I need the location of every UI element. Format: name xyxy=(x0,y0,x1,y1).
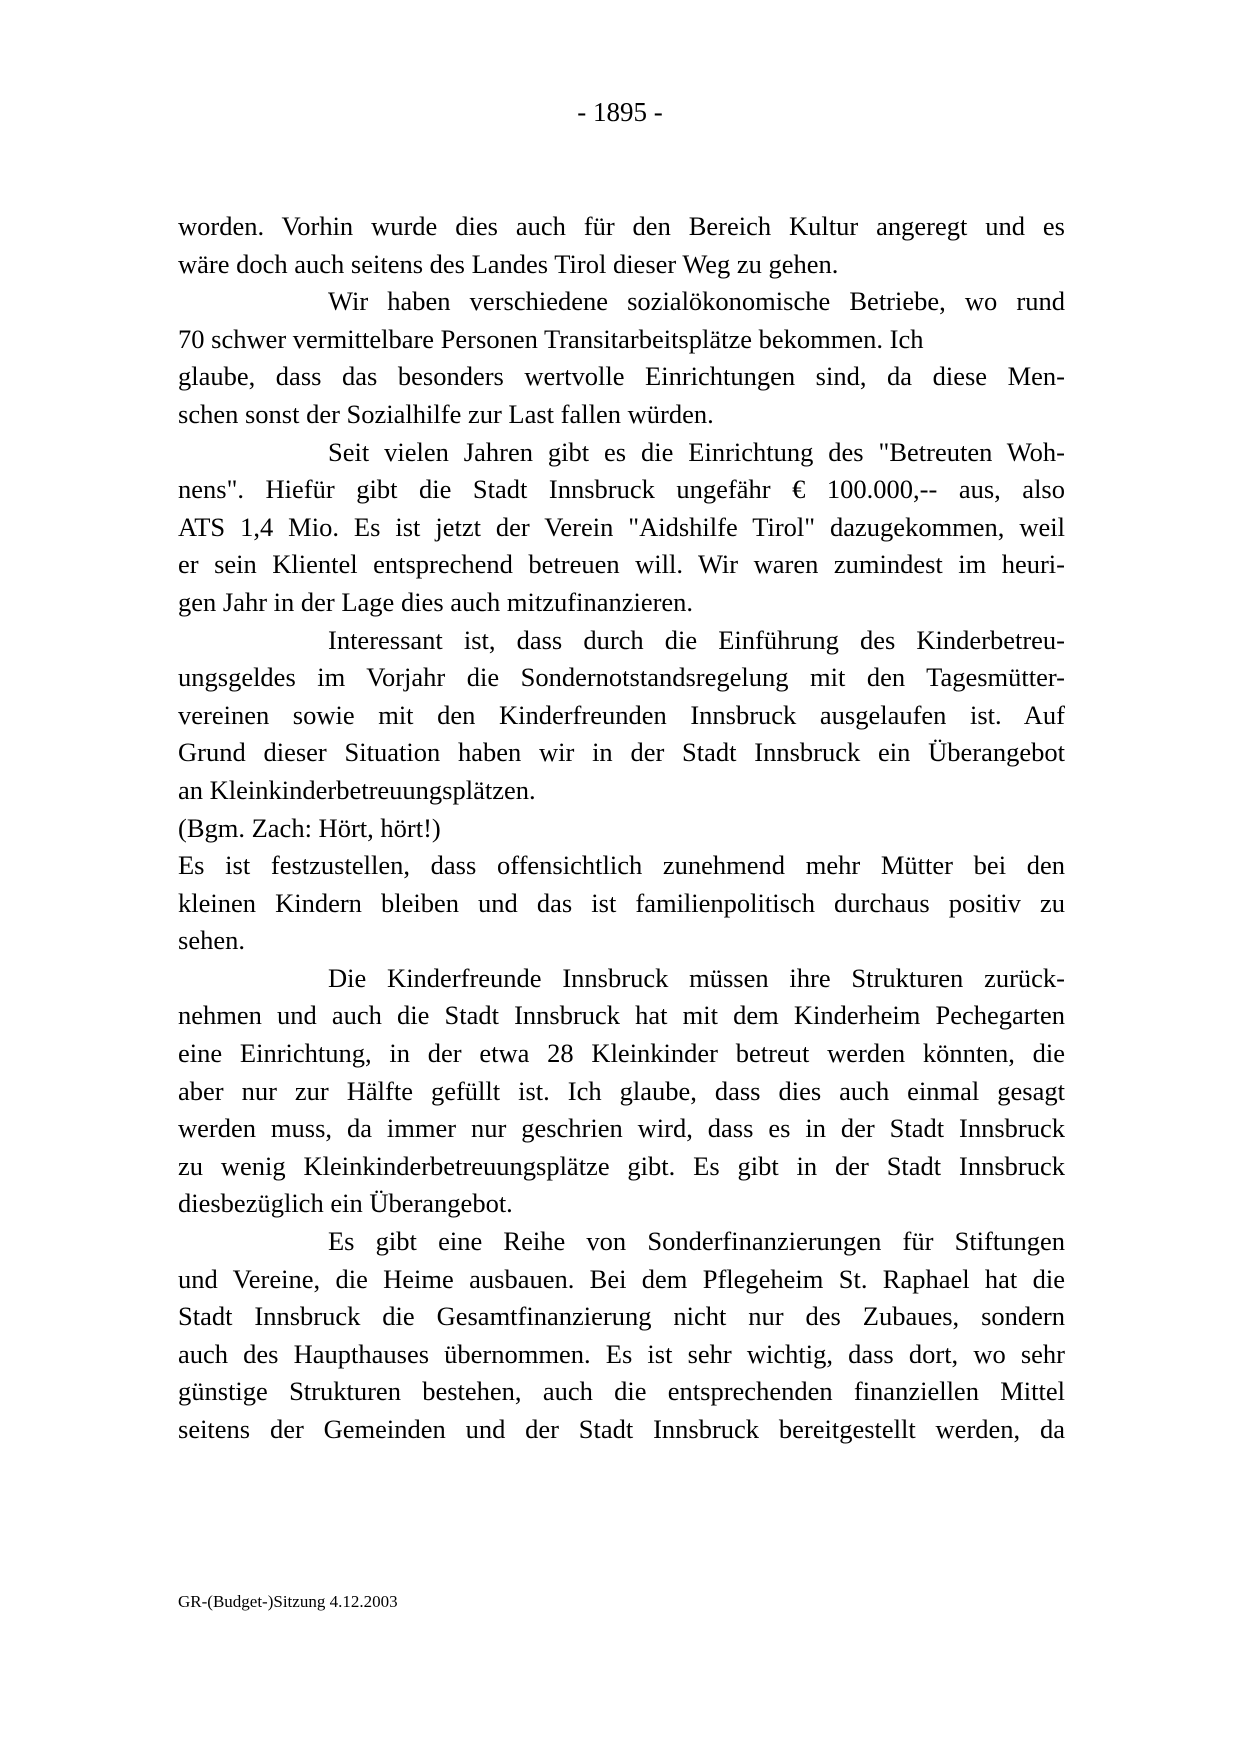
text-line: auch des Haupthauses übernommen. Es ist sehr wichtig, dass dort, wo sehr xyxy=(178,1338,1065,1369)
text-line: zu wenig Kleinkinderbetreuungsplätze gibt. Es gibt in der Stadt Innsbruck xyxy=(178,1150,1065,1181)
text-line: Grund dieser Situation haben wir in der Stadt Innsbruck ein Überangebot xyxy=(178,737,1065,768)
text-line: nehmen und auch die Stadt Innsbruck hat mit dem Kinderheim Pechegarten xyxy=(178,1000,1065,1031)
body-text xyxy=(178,208,1065,1449)
text-line: Die Kinderfreunde Innsbruck müssen ihre Strukturen zurück- xyxy=(328,962,1065,993)
text-line: Es ist festzustellen, dass offensichtlich zunehmend mehr Mütter bei den xyxy=(178,850,1065,881)
text-line: vereinen sowie mit den Kinderfreunden Innsbruck ausgelaufen ist. Auf xyxy=(178,699,1065,730)
text-line: sehen. xyxy=(178,925,245,956)
text-line: günstige Strukturen bestehen, auch die entsprechenden finanziellen Mittel xyxy=(178,1376,1065,1407)
text-line: kleinen Kindern bleiben und das ist familienpolitisch durchaus positiv zu xyxy=(178,887,1065,918)
text-line: Seit vielen Jahren gibt es die Einrichtung des "Betreuten Woh- xyxy=(328,436,1065,467)
text-line: diesbezüglich ein Überangebot. xyxy=(178,1188,513,1219)
text-line: Es gibt eine Reihe von Sonderfinanzierungen für Stiftungen xyxy=(328,1226,1065,1257)
text-line: worden. Vorhin wurde dies auch für den Bereich Kultur angeregt und es xyxy=(178,211,1065,241)
text-line: aber nur zur Hälfte gefüllt ist. Ich glaube, dass dies auch einmal gesagt xyxy=(178,1075,1065,1106)
text-line: 70 schwer vermittelbare Personen Transitarbeitsplätze bekommen. Ich xyxy=(178,323,924,354)
text-line: (Bgm. Zach: Hört, hört!) xyxy=(178,812,441,843)
text-line: eine Einrichtung, in der etwa 28 Kleinkinder betreut werden könnten, die xyxy=(178,1038,1065,1069)
text-line: schen sonst der Sozialhilfe zur Last fallen würden. xyxy=(178,398,714,429)
text-line: ungsgeldes im Vorjahr die Sondernotstandsregelung mit den Tagesmütter- xyxy=(178,662,1065,693)
text-line: werden muss, da immer nur geschrien wird, dass es in der Stadt Innsbruck xyxy=(178,1113,1065,1144)
text-line: er sein Klientel entsprechend betreuen will. Wir waren zumindest im heuri- xyxy=(178,549,1065,580)
text-line: wäre doch auch seitens des Landes Tirol dieser Weg zu gehen. xyxy=(178,248,839,279)
text-line: Wir haben verschiedene sozialökonomische Betriebe, wo rund xyxy=(328,286,1065,317)
text-line: ATS 1,4 Mio. Es ist jetzt der Verein "Aidshilfe Tirol" dazugekommen, weil xyxy=(178,511,1065,542)
footer-session-date: GR-(Budget-)Sitzung 4.12.2003 xyxy=(178,1592,398,1611)
text-line: und Vereine, die Heime ausbauen. Bei dem Pflegeheim St. Raphael hat die xyxy=(178,1263,1065,1294)
text-line: seitens der Gemeinden und der Stadt Innsbruck bereitgestellt werden, da xyxy=(178,1414,1065,1444)
text-line: glaube, dass das besonders wertvolle Einrichtungen sind, da diese Men- xyxy=(178,361,1065,392)
text-line: an Kleinkinderbetreuungsplätzen. xyxy=(178,774,536,805)
text-line: Stadt Innsbruck die Gesamtfinanzierung nicht nur des Zubaues, sondern xyxy=(178,1301,1065,1332)
page-number: - 1895 - xyxy=(577,97,663,127)
text-line: Interessant ist, dass durch die Einführung des Kinderbetreu- xyxy=(328,624,1065,655)
text-line: nens". Hiefür gibt die Stadt Innsbruck ungefähr € 100.000,-- aus, also xyxy=(178,474,1065,505)
text-line: gen Jahr in der Lage dies auch mitzufinanzieren. xyxy=(178,586,694,617)
